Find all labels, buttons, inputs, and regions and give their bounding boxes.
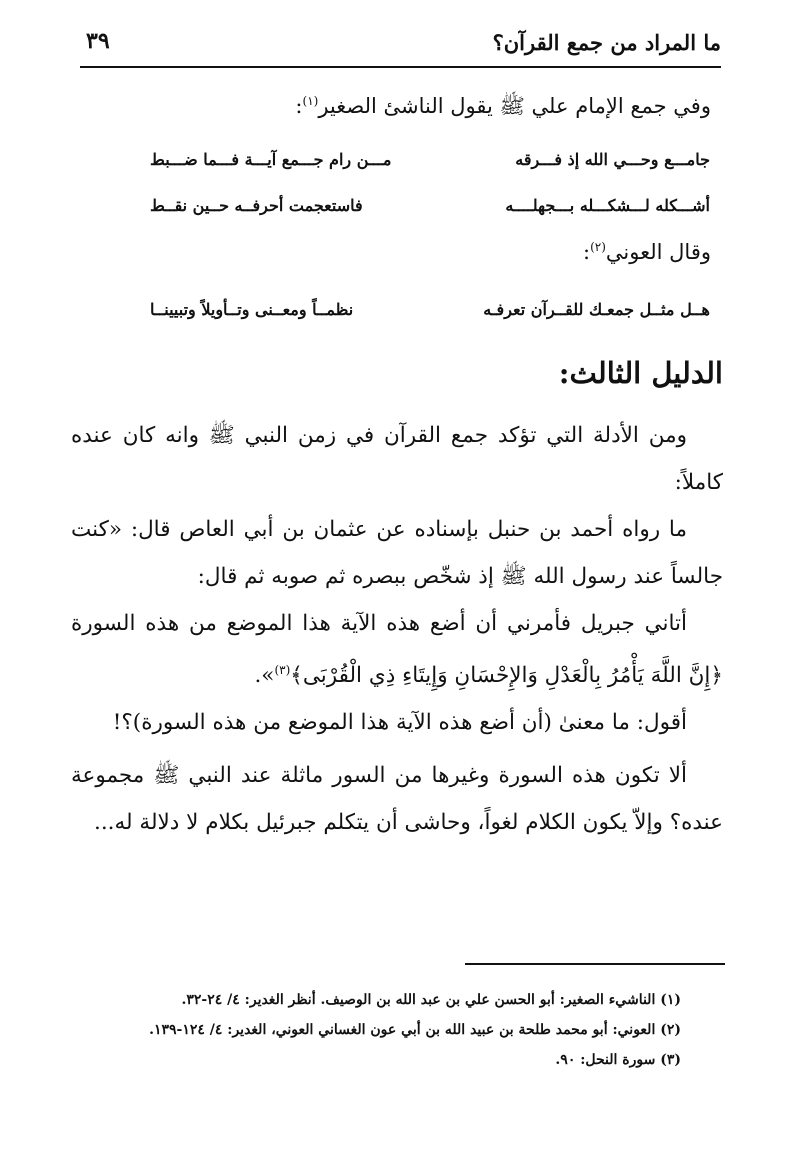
footnote-marker-3: (٣)	[274, 663, 291, 677]
poem-intro-2-colon: :	[583, 240, 591, 264]
verse-hemistich-left: مـــن رام جـــمع آيـــة فـــما ضـــبط	[150, 150, 392, 169]
poem-intro-2-text: وقال العوني	[605, 240, 711, 264]
paragraph-3	[71, 600, 723, 699]
section-heading: الدليل الثالث:	[558, 356, 723, 390]
poem-intro-1-text: وفي جمع الإمام علي ﷺ يقول الناشئ الصغير	[318, 94, 711, 118]
page-header	[80, 22, 721, 68]
poem-intro-2	[81, 238, 711, 267]
paragraph-2: ما رواه أحمد بن حنبل بإسناده عن عثمان بن أبي العاص قال: «كنت جالساً عند رسول الله ﷺ إذ شخّص ببصره ثم صوبه ثم قال:	[71, 517, 723, 589]
page-number: ٣٩	[86, 28, 110, 54]
paragraph-3-text: أتاني جبريل فأمرني أن أضع هذه الآية هذا الموضع من هذه السورة ﴿إِنَّ اللَّهَ يَأْمُرُ بِالْعَدْلِ وَالإِحْسَانِ وَإِيتَاءِ ذِي الْقُرْبَى﴾	[71, 611, 723, 689]
footnote-3: (٣) سورة النحل: ٩٠.	[555, 1052, 681, 1068]
footnote-marker-2: (٢)	[590, 240, 606, 254]
verse-hemistich-right: جامـــع وحـــي الله إذ فـــرقه	[515, 150, 710, 169]
footnote-separator	[465, 963, 725, 965]
footnote-2: (٢) العوني: أبو محمد طلحة بن عبيد الله بن أبي عون الغساني العوني، الغدير: ٤/ ١٢٤-١٣٩.	[149, 1022, 681, 1038]
footnote-marker-1: (١)	[302, 94, 319, 108]
paragraph-1: ومن الأدلة التي تؤكد جمع القرآن في زمن النبي ﷺ وانه كان عنده كاملاً:	[71, 423, 723, 495]
body-text	[71, 412, 723, 846]
verse-hemistich-left: فاستعجمت أحرفــه حــين نقــط	[150, 196, 363, 215]
running-title: ما المراد من جمع القرآن؟	[492, 30, 721, 55]
paragraph-3-end: ».	[254, 663, 275, 689]
poem-intro-1-colon: :	[295, 94, 303, 118]
footnotes	[61, 985, 681, 1075]
verse-hemistich-right: هــل مثــل جمعـك للقــرآن تعرفـه	[483, 300, 710, 319]
verse-hemistich-right: أشـــكله لـــشكـــله بـــجهلــــه	[505, 196, 710, 215]
poem-intro-1	[81, 92, 711, 121]
verse-hemistich-left: نظمــاً ومعــنى وتــأويلاً وتبيينــا	[150, 300, 354, 319]
paragraph-5: ألا تكون هذه السورة وغيرها من السور ماثلة عند النبي ﷺ مجموعة عنده؟ وإلاّ يكون الكلام لغواً، وحاشى أن يتكلم جبرئيل بكلام لا دلالة له...	[71, 763, 723, 836]
footnote-1: (١) الناشيء الصغير: أبو الحسن علي بن عبد الله بن الوصيف. أنظر الغدير: ٤/ ٢٤-٣٢.	[181, 992, 681, 1008]
paragraph-4: أقول: ما معنىٰ (أن أضع هذه الآية هذا الموضع من هذه السورة)؟!	[112, 710, 687, 736]
